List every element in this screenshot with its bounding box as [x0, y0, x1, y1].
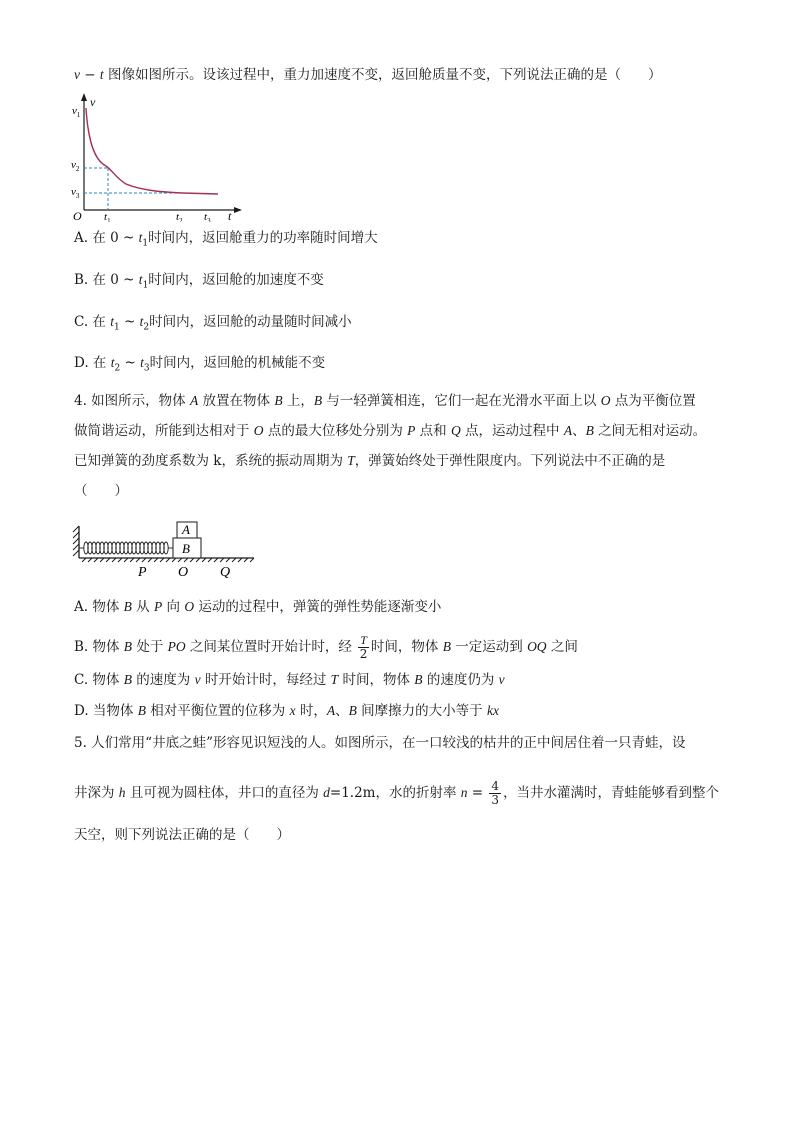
- q4-option-b[interactable]: B. 物体 B 处于 PO 之间某位置时开始计时，经 $\frac{T}{2}$ 时间，物体 B 一定运动到 OQ 之间: [74, 633, 578, 661]
- point-q-label: Q: [220, 565, 231, 580]
- q3-option-c[interactable]: C. 在 $t_1$ ~ $t_2$时间内，返回舱的动量随时间减小: [74, 314, 352, 333]
- v2-label: $v_2$: [71, 159, 80, 173]
- q3-option-d[interactable]: D. 在 $t_2$ ~ $t_3$时间内，返回舱的机械能不变: [74, 355, 326, 374]
- t1-label: $t_1$: [104, 211, 111, 222]
- block-a-label: A: [182, 522, 190, 537]
- spring-diagram: [72, 518, 262, 580]
- q3-option-b[interactable]: B. 在 0 ~ $t_1$时间内，返回舱的加速度不变: [74, 272, 324, 291]
- q5-stem-line2: 井深为 h 且可视为圆柱体，井口的直径为 d=1.2m，水的折射率 n = $\frac{4}{3}$ ，当井水灌满时，青蛙能够看到整个: [74, 779, 720, 807]
- t3-label: $t_3$: [204, 211, 211, 222]
- spring: [79, 542, 173, 554]
- q4-option-a[interactable]: A. 物体 B 从 P 向 O 运动的过程中，弹簧的弹性势能逐渐变小: [74, 599, 442, 615]
- velocity-curve: [86, 108, 218, 194]
- origin-label: O: [73, 209, 82, 222]
- q4-stem-line4: （ ）: [74, 483, 128, 499]
- v1-label: $v_1$: [72, 105, 81, 119]
- point-o-label: O: [178, 565, 189, 580]
- q4-stem-line3: 已知弹簧的劲度系数为 k，系统的振动周期为 T，弹簧始终处于弹性限度内。下列说法中不正确的是: [74, 453, 666, 469]
- q4-option-c[interactable]: C. 物体 B 的速度为 v 时开始计时，每经过 T 时间，物体 B 的速度仍为 v: [74, 672, 505, 688]
- t2-label: $t_2$: [176, 211, 183, 222]
- fraction-t-over-2: $\frac{T}{2}$: [359, 633, 368, 661]
- q4-stem-line1: 4. 如图所示，物体 A 放置在物体 B 上，B 与一轻弹簧相连，它们一起在光滑水平面上以 O 点为平衡位置: [74, 393, 696, 409]
- block-b-label: B: [182, 541, 190, 556]
- vt-graph: [70, 92, 250, 222]
- q4-option-d[interactable]: D. 当物体 B 相对平衡位置的位移为 x 时，A、B 间摩擦力的大小等于 kx: [74, 703, 499, 719]
- wall-hatching: [73, 526, 79, 556]
- point-p-label: P: [138, 565, 147, 580]
- x-axis-arrow: [234, 207, 242, 213]
- v-axis-label: v: [90, 95, 96, 109]
- t-axis-label: t: [228, 209, 232, 222]
- v3-label: $v_3$: [71, 186, 80, 200]
- y-axis-arrow: [81, 93, 87, 101]
- q5-stem-line1: 5. 人们常用“井底之蛙”形容见识短浅的人。如图所示，在一口较浅的枯井的正中间居住着一只青蛙，设: [74, 735, 686, 751]
- q5-stem-line3: 天空，则下列说法正确的是（ ）: [74, 827, 290, 843]
- q3-option-a[interactable]: A. 在 0 ~ $t_1$时间内，返回舱重力的功率随时间增大: [74, 230, 378, 249]
- q4-stem-line2: 做简谐运动，所能到达相对于 O 点的最大位移处分别为 P 点和 Q 点，运动过程中 A、B 之间无相对运动。: [74, 423, 707, 439]
- q3-stem: v − t 图像如图所示。设该过程中，重力加速度不变，返回舱质量不变，下列说法正确的是（ ）: [74, 67, 662, 83]
- fraction-4-over-3: $\frac{4}{3}$: [491, 779, 500, 807]
